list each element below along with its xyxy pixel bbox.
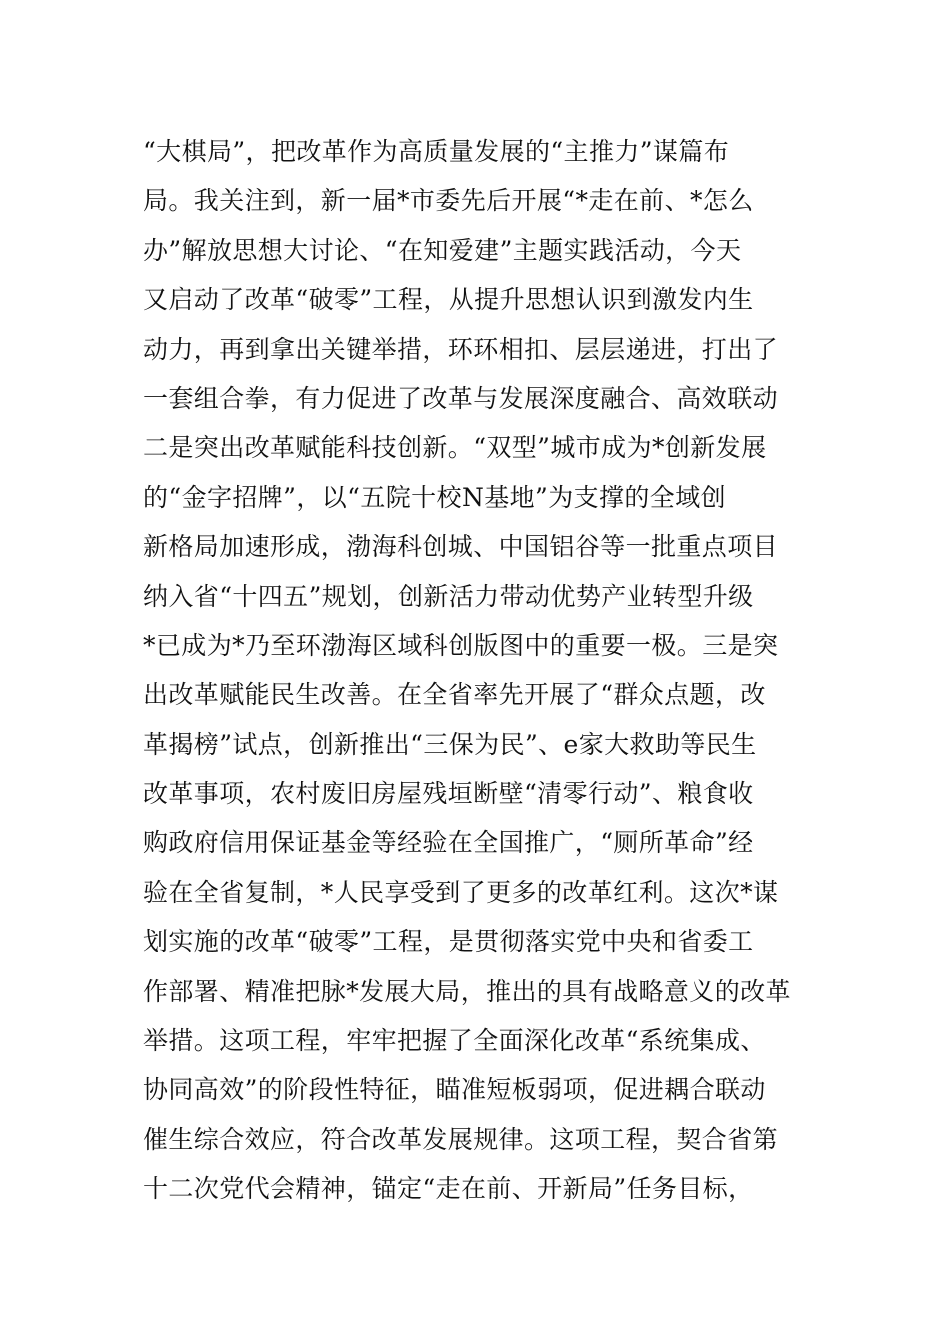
text-line: 的“金字招牌”，以“五院十校N基地”为支撑的全域创	[143, 482, 726, 512]
text-line: 二是突出改革赋能科技创新。“双型”城市成为*创新发展	[143, 433, 767, 463]
text-line: 动力，再到拿出关键举措，环环相扣、层层递进，打出了	[143, 334, 779, 364]
text-line: *已成为*乃至环渤海区域科创版图中的重要一极。三是突	[143, 630, 779, 660]
text-line: 催生综合效应，符合改革发展规律。这项工程，契合省第	[143, 1124, 779, 1154]
text-line: 局。我关注到，新一届*市委先后开展“*走在前、*怎么	[143, 186, 754, 216]
text-line: 改革事项，农村废旧房屋残垣断壁“清零行动”、粮食收	[143, 779, 754, 809]
text-line: 协同高效”的阶段性特征，瞄准短板弱项，促进耦合联动	[143, 1075, 766, 1105]
text-line: 又启动了改革“破零”工程，从提升思想认识到激发内生	[143, 285, 754, 315]
text-line: 作部署、精准把脉*发展大局，推出的具有战略意义的改革	[143, 976, 791, 1006]
text-line: 一套组合拳，有力促进了改革与发展深度融合、高效联动	[143, 383, 779, 413]
text-line: 十二次党代会精神，锚定“走在前、开新局”任务目标，	[143, 1174, 754, 1204]
text-line: 纳入省“十四五”规划，创新活力带动优势产业转型升级	[143, 581, 754, 611]
text-line: “大棋局”，把改革作为高质量发展的“主推力”谋篇布	[143, 137, 730, 166]
text-line: 划实施的改革“破零”工程，是贯彻落实党中央和省委工	[143, 927, 754, 957]
text-line: 出改革赋能民生改善。在全省率先开展了“群众点题，改	[143, 680, 766, 710]
text-line: 革揭榜”试点，创新推出“三保为民”、e家大救助等民生	[143, 729, 757, 759]
body-text	[143, 127, 823, 1214]
text-line: 办”解放思想大讨论、“在知爱建”主题实践活动，今天	[143, 235, 742, 265]
text-line: 新格局加速形成，渤海科创城、中国铝谷等一批重点项目	[143, 532, 779, 562]
text-line: 购政府信用保证基金等经验在全国推广，“厕所革命”经	[143, 828, 754, 858]
text-line: 举措。这项工程，牢牢把握了全面深化改革“系统集成、	[143, 1026, 766, 1056]
text-line: 验在全省复制，*人民享受到了更多的改革红利。这次*谋	[143, 877, 779, 907]
